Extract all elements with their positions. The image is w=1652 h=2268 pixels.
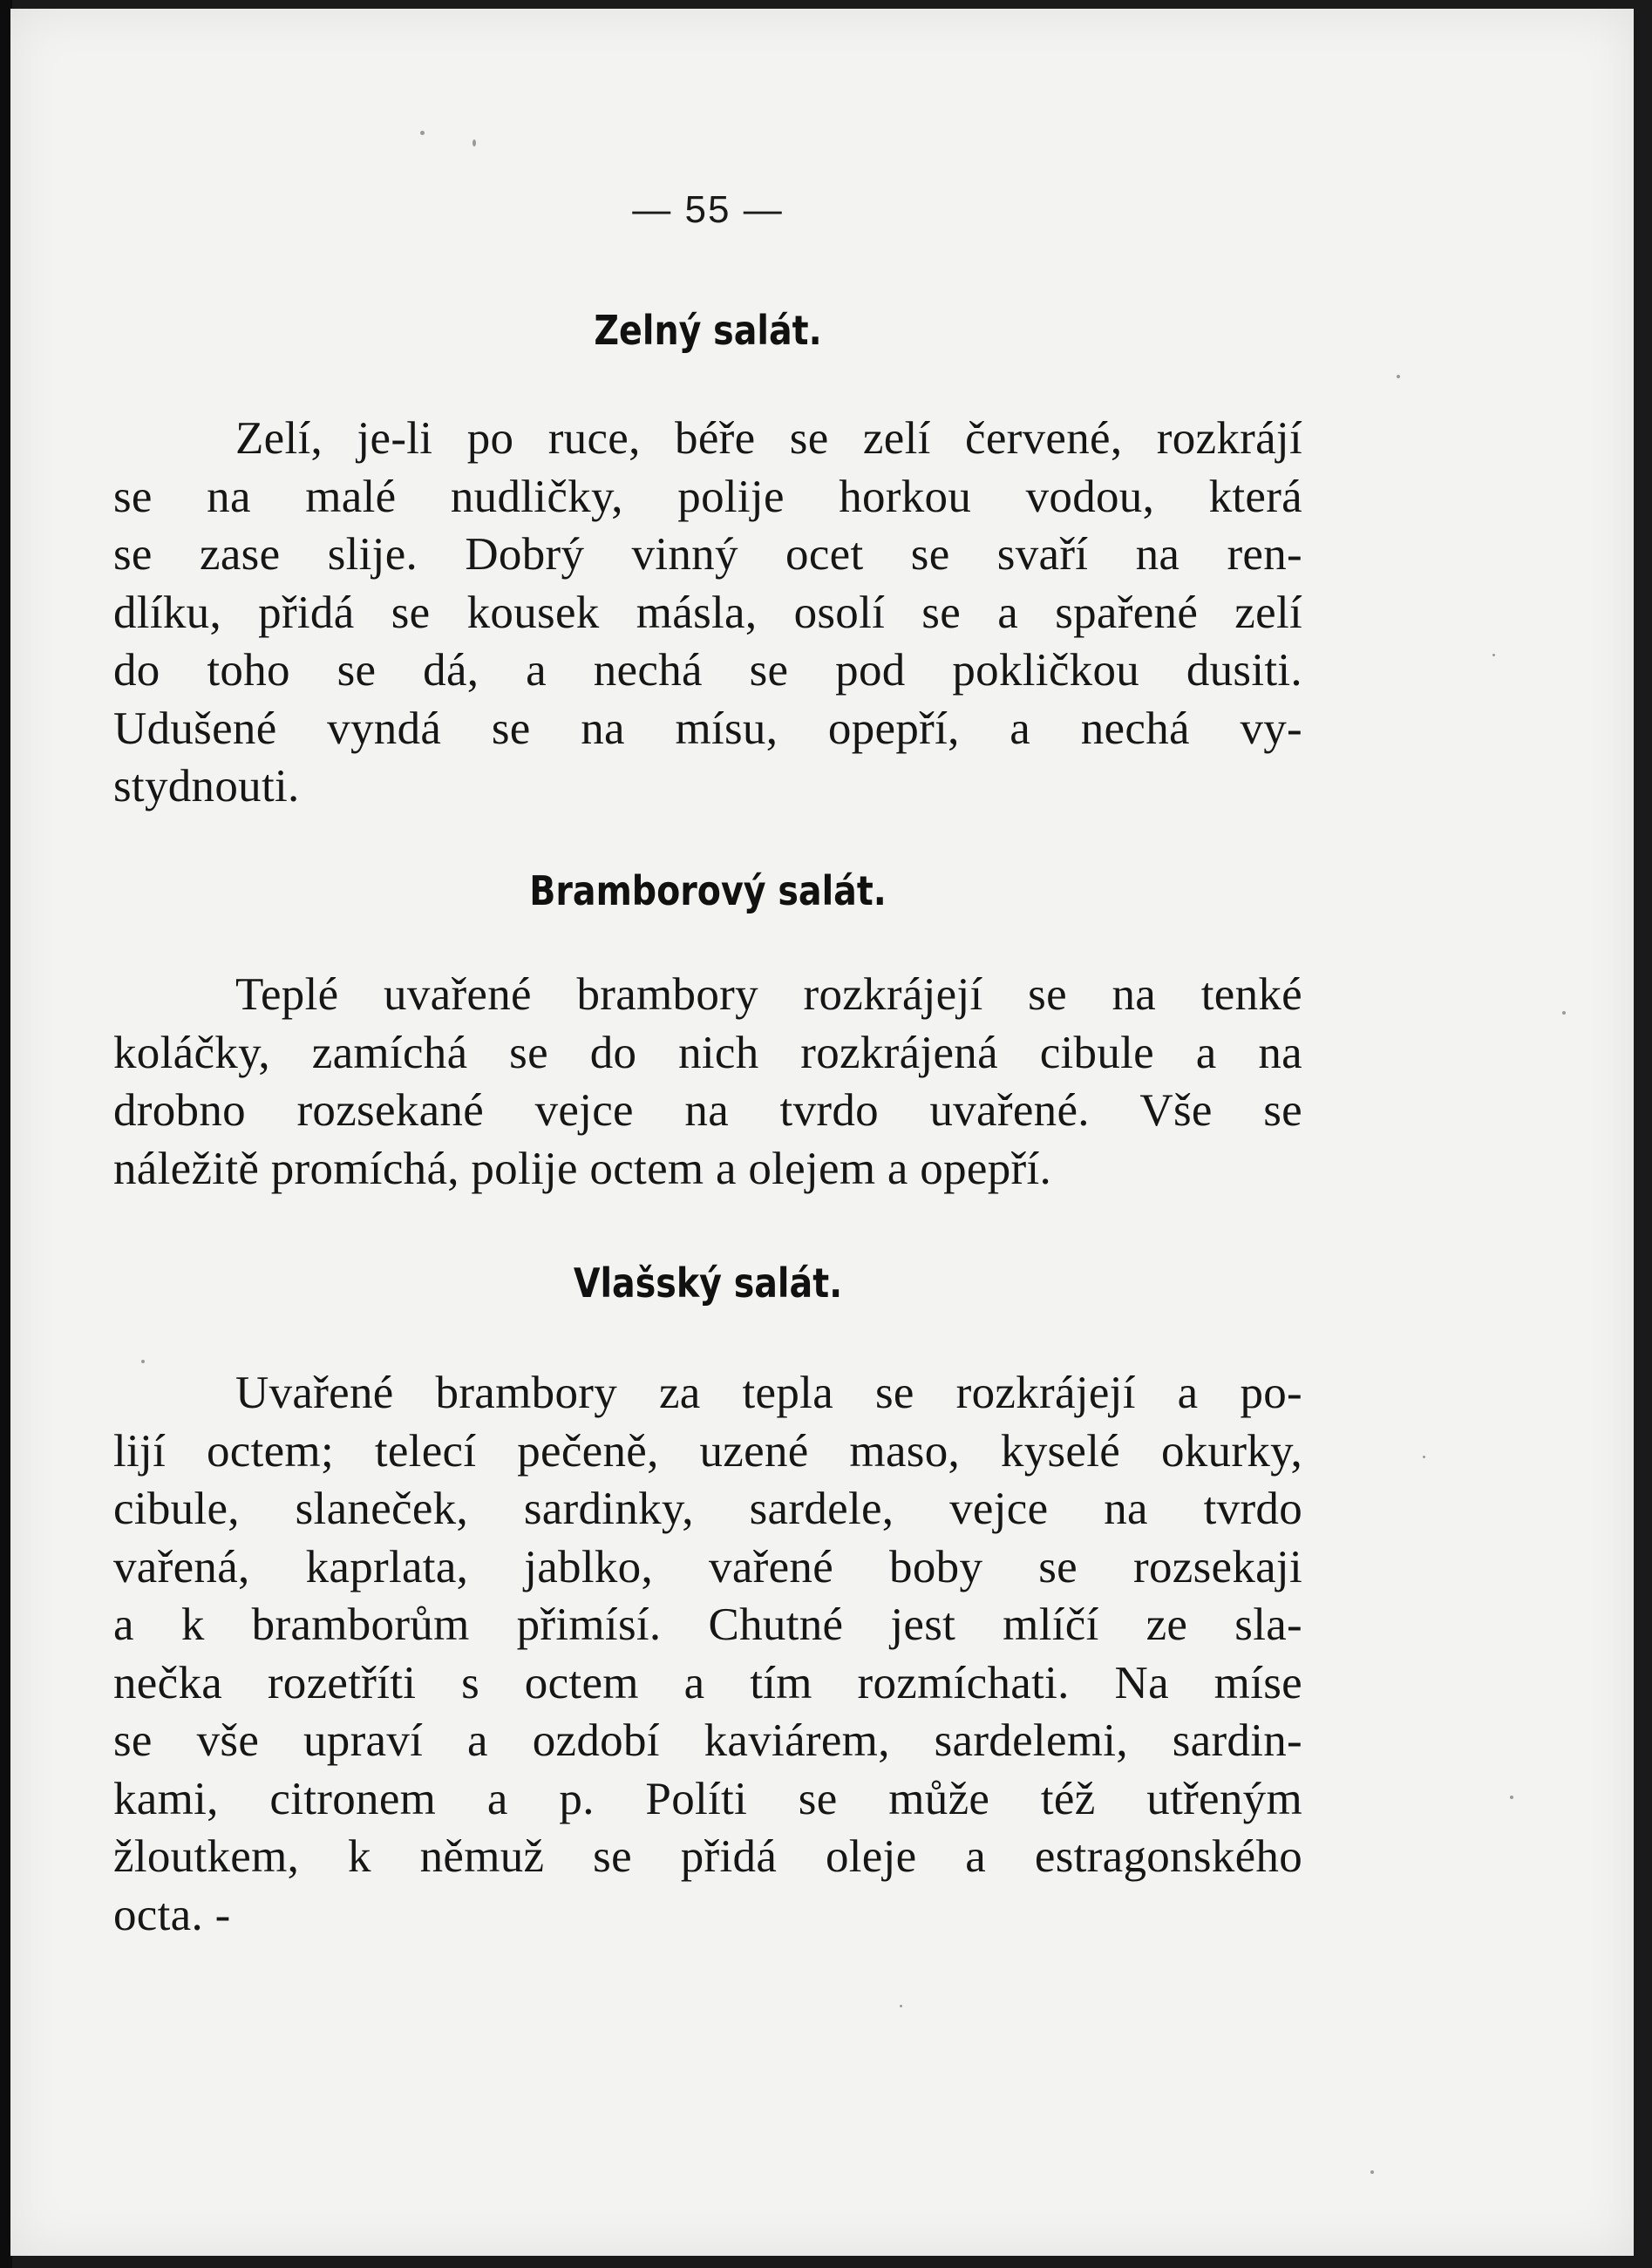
paragraph-line: vařená, kaprlata, jablko, vařené boby se rozsekaji xyxy=(113,1541,1302,1592)
section-paragraph-vlassky-salat xyxy=(113,1364,1302,1944)
paragraph-line: se vše upraví a ozdobí kaviárem, sardelemi, sardin- xyxy=(113,1715,1302,1766)
paragraph-line: náležitě promíchá, polije octem a olejem a opepří. xyxy=(113,1143,1052,1194)
scan-speckle xyxy=(420,131,425,135)
book-page xyxy=(10,9,1634,2256)
paragraph-line: Teplé uvařené brambory rozkrájejí se na tenké xyxy=(235,969,1302,1020)
paragraph-line: Udušené vyndá se na mísu, opepří, a nechá vy- xyxy=(113,703,1302,754)
paragraph-line: lijí octem; telecí pečeně, uzené maso, kyselé okurky, xyxy=(113,1425,1302,1477)
scan-speckle xyxy=(472,139,476,146)
paragraph-line: a k bramborům přimísí. Chutné jest mlíčí ze sla- xyxy=(113,1599,1302,1650)
scan-speckle xyxy=(141,1360,145,1363)
paragraph-line: koláčky, zamíchá se do nich rozkrájená cibule a na xyxy=(113,1027,1302,1078)
paragraph-line: se zase slije. Dobrý vinný ocet se svaří na ren- xyxy=(113,529,1302,580)
paragraph-line: octa. - xyxy=(113,1889,231,1940)
section-heading-zelny-salat: Zelný salát. xyxy=(594,307,822,354)
paragraph-line: stydnouti. xyxy=(113,761,300,811)
scan-speckle xyxy=(1562,1011,1566,1015)
section-heading-bramborovy-salat: Bramborový salát. xyxy=(529,867,887,914)
section-paragraph-zelny-salat xyxy=(113,410,1302,816)
scan-speckle xyxy=(1492,654,1495,656)
paragraph-line: do toho se dá, a nechá se pod pokličkou dusiti. xyxy=(113,645,1302,696)
paragraph-line: cibule, slaneček, sardinky, sardele, vejce na tvrdo xyxy=(113,1484,1302,1534)
section-heading-vlassky-salat: Vlašský salát. xyxy=(573,1260,843,1307)
scan-speckle xyxy=(1510,1796,1513,1799)
section-paragraph-bramborovy-salat xyxy=(113,966,1302,1198)
paragraph-line: nečka rozetříti s octem a tím rozmíchati. Na míse xyxy=(113,1657,1302,1708)
paragraph-line: žloutkem, k němuž se přidá oleje a estragonského xyxy=(113,1831,1302,1882)
paragraph-line: drobno rozsekané vejce na tvrdo uvařené. Vše se xyxy=(113,1085,1302,1136)
paragraph-line: kami, citronem a p. Políti se může též utřeným xyxy=(113,1773,1302,1824)
paragraph-line: Zelí, je-li po ruce, béře se zelí červené, rozkrájí xyxy=(235,413,1302,464)
paragraph-line: dlíku, přidá se kousek másla, osolí se a spařené zelí xyxy=(113,587,1302,638)
paragraph-line: Uvařené brambory za tepla se rozkrájejí a po- xyxy=(235,1368,1302,1418)
scan-speckle xyxy=(1370,2170,1374,2174)
paragraph-line: se na malé nudličky, polije horkou vodou, která xyxy=(113,471,1302,522)
scan-speckle xyxy=(900,2005,902,2007)
scan-speckle xyxy=(1423,1456,1425,1458)
page-number: — 55 — xyxy=(632,188,784,231)
scan-speckle xyxy=(1397,375,1400,378)
